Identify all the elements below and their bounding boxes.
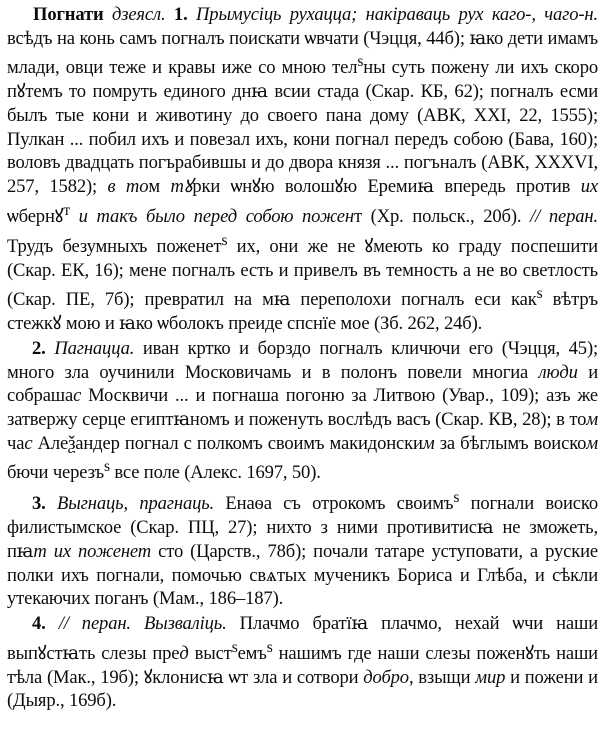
- quotation: и пожени и (Дыяр., 169б).: [7, 666, 598, 712]
- quotation: погнали воиско филистымское (Скар. ПЦ, 27); нихто з ними противитисꙗ не зможеть, пꙗ: [7, 493, 598, 562]
- quotation: вѣтръ стежкꙋ мою и ꙗко ѡболокъ преиде спснїе мое (Зб. 262, 24б).: [7, 289, 598, 335]
- sense-number: 4.: [32, 613, 46, 634]
- quotation-italic: м: [586, 432, 598, 454]
- quotation-italic: мир: [475, 666, 506, 688]
- quotation: рки: [192, 176, 221, 198]
- quotation: ча: [7, 432, 25, 454]
- quotation: их, они же не ꙋмеють ко граду поспешити (Скар. ЕК, 16); мене погналъ есть и привелъ въ темность а не во светлость (Скар. ПЕ, 7б); превратил на мꙗ переполохи погналъ еси как: [7, 235, 598, 311]
- sense-definition: Прымусіць рухацца; накіраваць рух каго-, чаго-н.: [196, 4, 599, 25]
- quotation: выст: [188, 642, 232, 664]
- quotation-italic: д: [179, 642, 189, 664]
- quotation: и борздо погналъ кличючи его (Чэцця, 45); многo зла оучинили Московичамь и в полонъ повели многиа: [7, 337, 599, 383]
- quotation: иван кр: [134, 337, 206, 359]
- superscript: s: [453, 489, 460, 507]
- superscript: s: [357, 53, 364, 71]
- quotation: ны суть пожену ли ихъ скоро пꙋтемъ то помруть единого днꙗ всии стада (Скар. КБ, 62); погналъ есми былъ тые кони и животину до своего пана дому (АВК, XXI, 22, 1555); Пулкан ... побил ихъ и повезал ихъ, кони погнал передъ собою (Бава, 160); воловъ двадцать погърабившы и до двора князя ... погъналъ (АВК, XXXVI, 257, 1582);: [7, 57, 598, 198]
- quotation: емъ: [237, 642, 267, 664]
- quotation: ѡнꙋю волошꙋю Еремиꙗ впередь против: [220, 176, 581, 198]
- sense-definition: // перан. Вызваліць.: [58, 613, 227, 634]
- quotation: Енаѳа съ отрокомъ своимъ: [214, 493, 454, 515]
- quotation-italic: в: [107, 176, 116, 198]
- superscript: s: [266, 638, 273, 656]
- sense-number: 1.: [173, 4, 188, 25]
- quotation-italic: т: [137, 540, 152, 562]
- superscript: s: [103, 458, 110, 476]
- sense-1: [7, 3, 598, 336]
- quotation-italic: с: [24, 432, 33, 454]
- quotation-italic: их: [580, 176, 598, 198]
- quotation-italic: т: [33, 540, 47, 562]
- quotation: сто (Царств., 78б); почали татаре уступовати, а руские полки ихъ погнали, помочью свѧтых мученикъ Бориса и Глѣба, и сѣкли утекаючих поганъ (Мам., 186–187).: [7, 540, 599, 610]
- superscript: s: [221, 231, 228, 249]
- quotation: (Хр. польск., 20б).: [361, 206, 531, 227]
- quotation-italic: их пожене: [46, 540, 138, 562]
- figurative-label: // перан.: [530, 206, 599, 227]
- quotation: Москвичи ... и погнаша погоню за Литвою (Увар., 109); азъ же затвержу серце египтꙗномъ и поженуть вослѣдъ васъ (Скар. КВ, 28); в то: [7, 385, 598, 430]
- grammar-label: дзеясл.: [111, 4, 166, 25]
- quotation: т: [353, 206, 362, 227]
- quotation: Трудъ безумныхъ поженет: [7, 235, 222, 257]
- sense-number: 2.: [32, 337, 46, 359]
- quotation-italic: м: [586, 409, 598, 430]
- superscript: s: [231, 638, 238, 656]
- quotation-italic: добро: [363, 666, 409, 688]
- sense-number: 3.: [32, 493, 46, 515]
- sense-definition: Выгнаць, прагнаць.: [57, 493, 215, 515]
- sense-2: [7, 337, 598, 485]
- quotation: м: [148, 176, 160, 198]
- quotation-italic: и такъ было перед собою пожен: [69, 206, 354, 227]
- quotation: Плачмо братїꙗ плачмо, нехай ѡчи наши выпꙋстꙗть слезы пре: [7, 613, 598, 664]
- quotation: Алеѯандер погнал с полкомъ своимъ макидонски: [32, 432, 423, 454]
- quotation: нашимъ где наши слезы поженꙋть наши тѣла (Мак., 19б); ꙋклонисꙗ ѡт зла и сотвори: [7, 642, 598, 688]
- sense-4: [7, 612, 598, 713]
- quotation-italic: то: [115, 176, 149, 198]
- quotation: и собраша: [7, 361, 598, 407]
- quotation: за бѣглымъ воиско: [434, 432, 587, 454]
- headword: Погнати: [33, 4, 104, 25]
- quotation: тко: [205, 337, 231, 359]
- quotation: , взыщи: [408, 666, 476, 688]
- sense-3: [7, 486, 598, 611]
- quotation-italic: м: [422, 432, 435, 454]
- quotation: все поле (Алекс. 1697, 50).: [109, 462, 321, 484]
- quotation-italic: тꙋ: [159, 176, 193, 198]
- superscript: s: [536, 285, 543, 303]
- quotation: бючи черезъ: [7, 462, 104, 484]
- quotation-italic: люди: [538, 361, 578, 383]
- quotation: всѣдъ на конь самъ погналъ поискати ѡвчати (Чэцця, 44б); ꙗко дети имамъ млади, овци теже и кравы иже со мною тел: [7, 27, 598, 79]
- sense-definition: Пагнацца.: [54, 337, 135, 359]
- quotation: ѡбернꙋ: [7, 206, 64, 227]
- superscript: т: [63, 201, 70, 219]
- quotation-italic: с: [73, 385, 82, 407]
